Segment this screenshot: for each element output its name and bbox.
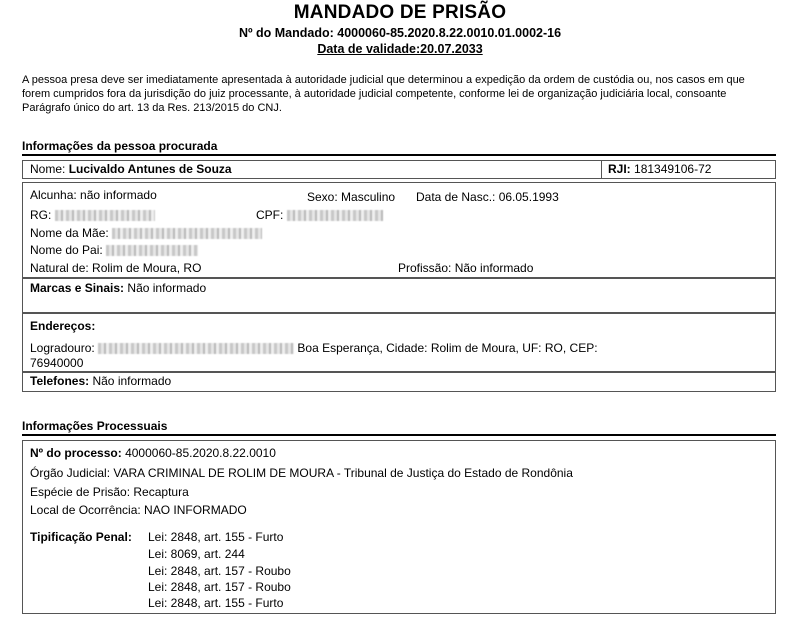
sexo: Sexo: Masculino [307,190,396,204]
penal-typification-label: Tipificação Penal: [30,530,132,544]
profissao: Profissão: Não informado [398,261,534,275]
penal-typification-item: Lei: 8069, art. 244 [148,547,245,561]
redacted-mother-name [112,228,262,239]
section-divider [22,154,776,156]
process-number-field: Nº do processo: 4000060-85.2020.8.22.0010 [30,446,276,460]
rji-value: 181349106-72 [634,162,712,176]
naturalidade: Natural de: Rolim de Moura, RO [30,261,202,275]
marks-field: Marcas e Sinais: Não informado [30,281,207,295]
addresses-label: Endereços: [30,319,96,333]
phones-value: Não informado [92,374,172,388]
rg-field: RG: [30,208,155,222]
father-name-field: Nome do Pai: [30,243,198,257]
redacted-rg [55,210,155,221]
marks-value: Não informado [127,281,207,295]
address-line: Logradouro: Boa Esperança, Cidade: Rolim de Moura, UF: RO, CEP: [30,341,598,355]
cep-value: 76940000 [30,356,84,370]
section-divider [22,434,776,436]
redacted-father-name [106,245,198,256]
name-field: Nome: Lucivaldo Antunes de Souza [30,162,232,176]
penal-typification-item: Lei: 2848, art. 155 - Furto [148,530,284,544]
notice-paragraph: A pessoa presa deve ser imediatamente apresentada à autoridade judicial que determinou a expedição da ordem de custódia ou, nos casos em que forem cumpridos fora da jurisdição do juiz processante, à autoridade judicial competente, conforme lei de organização judiciária local, consoante Parágrafo único do art. 13 da Res. 213/2015 do CNJ. [22,74,745,114]
birth-date: Data de Nasc.: 06.05.1993 [416,190,559,204]
mother-name-field: Nome da Mãe: [30,226,262,240]
prison-type: Espécie de Prisão: Recaptura [30,485,189,499]
judicial-organ: Órgão Judicial: VARA CRIMINAL DE ROLIM DE MOURA - Tribunal de Justiça do Estado de Rondônia [30,466,573,480]
redacted-cpf [287,210,383,221]
person-section-title: Informações da pessoa procurada [22,139,218,153]
phones-field: Telefones: Não informado [30,374,172,388]
process-section-title: Informações Processuais [22,419,168,433]
mandado-number: Nº do Mandado: 4000060-85.2020.8.22.0010.01.0002-16 [238,26,562,40]
alcunha: Alcunha: não informado [30,188,157,202]
penal-typification-item: Lei: 2848, art. 155 - Furto [148,596,284,610]
validity-date: Data de validade:20.07.2033 [317,42,483,56]
penal-typification-item: Lei: 2848, art. 157 - Roubo [148,564,291,578]
redacted-street [98,343,294,354]
person-name: Lucivaldo Antunes de Souza [68,162,232,176]
rji-field: RJI: 181349106-72 [608,162,712,176]
penal-typification-item: Lei: 2848, art. 157 - Roubo [148,580,291,594]
cpf-field: CPF: [256,208,383,222]
process-number: 4000060-85.2020.8.22.0010 [125,446,276,460]
occurrence-location: Local de Ocorrência: NAO INFORMADO [30,503,247,517]
document-title: MANDADO DE PRISÃO [293,2,507,23]
